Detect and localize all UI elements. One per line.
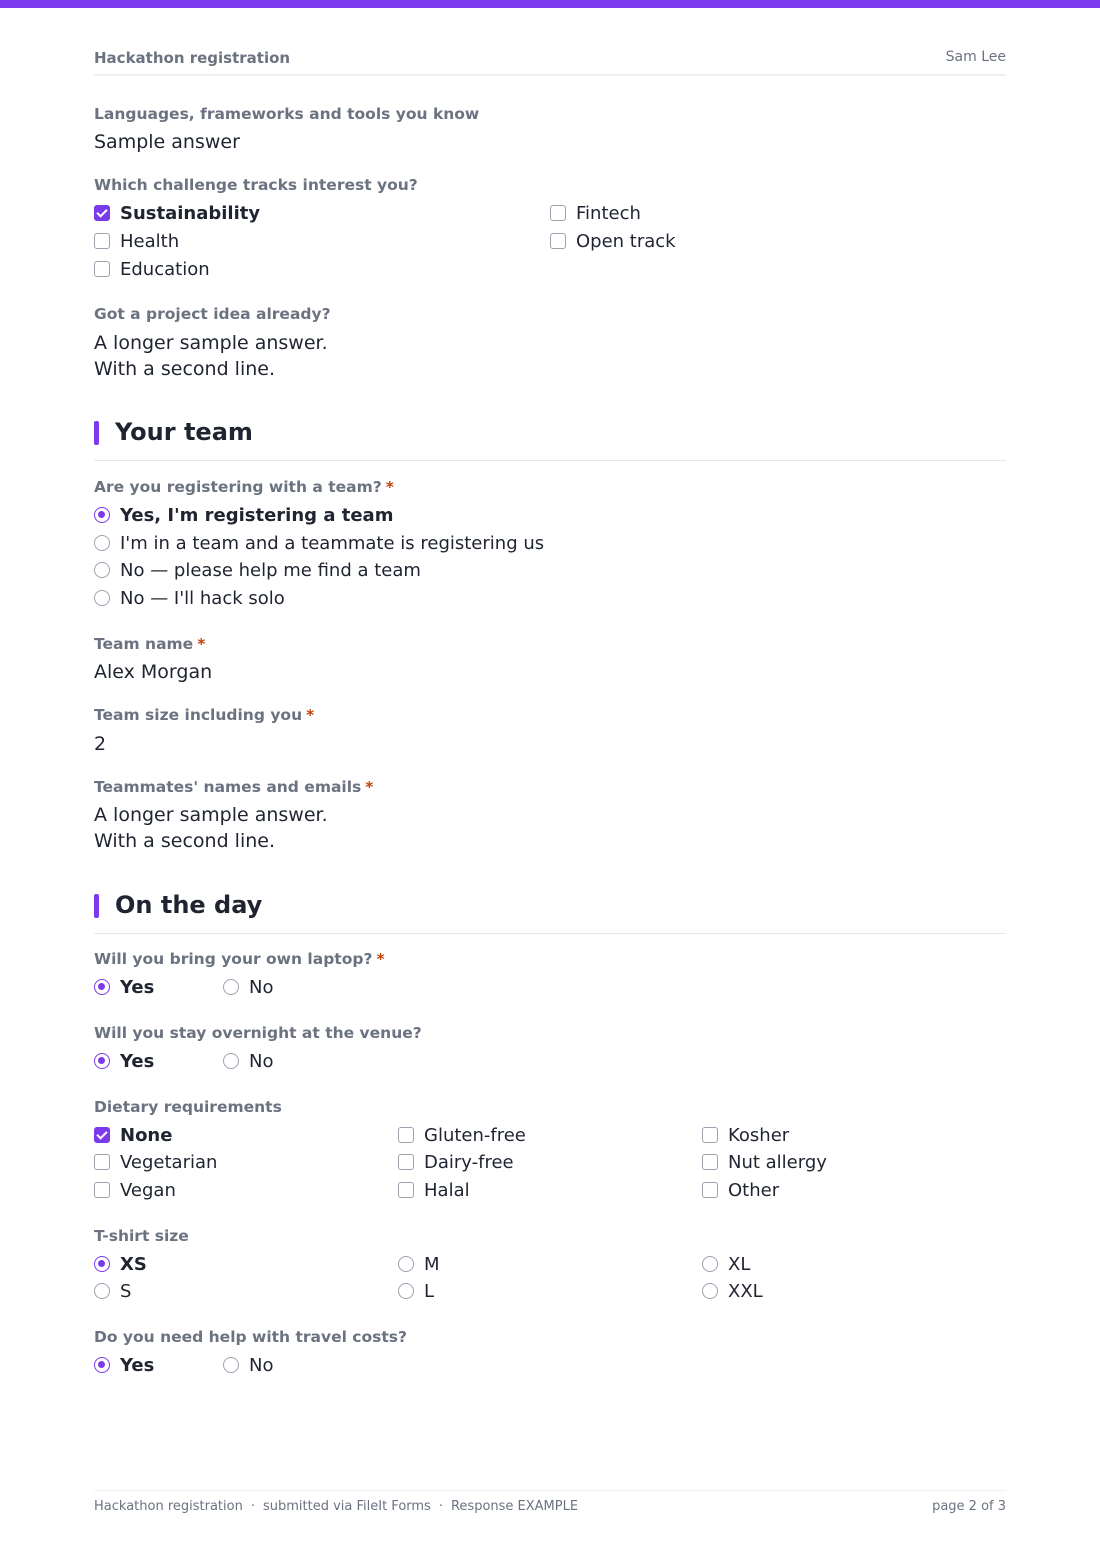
footer-info xyxy=(94,1499,578,1514)
option-tshirt-s[interactable] xyxy=(94,1279,131,1303)
option-diet-vegan[interactable] xyxy=(94,1178,176,1202)
option-diet-none[interactable] xyxy=(94,1123,172,1147)
option-label: No xyxy=(249,1354,274,1376)
checkbox-icon xyxy=(702,1127,718,1143)
checkbox-icon xyxy=(550,205,566,221)
answer-idea-line1: A longer sample answer. xyxy=(94,332,328,354)
answer-teammates-line2: With a second line. xyxy=(94,830,275,852)
option-tshirt-xl[interactable] xyxy=(702,1252,750,1276)
radio-icon xyxy=(94,562,110,578)
option-label: Gluten-free xyxy=(424,1124,526,1146)
footer-separator: · xyxy=(250,1499,255,1514)
radio-icon xyxy=(94,1283,110,1299)
option-label: XS xyxy=(120,1253,147,1275)
option-travel-no[interactable] xyxy=(223,1353,273,1377)
question-label-team-size xyxy=(94,706,314,724)
form-title: Hackathon registration xyxy=(94,49,291,67)
option-label: XXL xyxy=(728,1280,763,1302)
option-laptop-yes[interactable] xyxy=(94,975,154,999)
footer-response-id: Response EXAMPLE xyxy=(450,1499,579,1514)
option-label: Vegan xyxy=(120,1179,176,1201)
option-overnight-no[interactable] xyxy=(223,1049,273,1073)
option-sustainability[interactable] xyxy=(94,201,260,225)
option-diet-dairy-free[interactable] xyxy=(398,1150,514,1174)
label-text: Are you registering with a team? xyxy=(94,478,382,496)
section-your-team xyxy=(94,418,1006,461)
radio-icon xyxy=(398,1283,414,1299)
option-diet-halal[interactable] xyxy=(398,1178,470,1202)
footer-submitted: submitted via FileIt Forms xyxy=(262,1499,431,1514)
option-diet-vegetarian[interactable] xyxy=(94,1150,217,1174)
answer-idea-line2: With a second line. xyxy=(94,358,275,380)
option-label: L xyxy=(424,1280,435,1302)
required-mark: * xyxy=(385,478,394,496)
option-label: Dairy-free xyxy=(424,1151,514,1173)
checkbox-icon xyxy=(94,1154,110,1170)
option-registering-team[interactable] xyxy=(94,503,393,527)
option-find-team[interactable] xyxy=(94,558,421,582)
option-label: None xyxy=(120,1124,173,1146)
page-footer xyxy=(94,1490,1006,1520)
option-diet-kosher[interactable] xyxy=(702,1123,789,1147)
radio-icon xyxy=(94,979,110,995)
footer-separator: · xyxy=(438,1499,443,1514)
section-on-the-day xyxy=(94,891,1006,934)
answer-languages: Sample answer xyxy=(94,131,240,153)
option-label: Other xyxy=(728,1179,780,1201)
radio-icon xyxy=(223,1053,239,1069)
option-teammate-registering[interactable] xyxy=(94,531,544,555)
radio-icon xyxy=(398,1256,414,1272)
option-label: Vegetarian xyxy=(120,1151,218,1173)
option-open-track[interactable] xyxy=(550,229,676,253)
option-label: Health xyxy=(120,230,180,252)
option-label: Yes xyxy=(120,1354,155,1376)
option-diet-other[interactable] xyxy=(702,1178,779,1202)
option-label: I'm in a team and a teammate is registering us xyxy=(120,532,545,554)
option-tshirt-l[interactable] xyxy=(398,1279,434,1303)
section-title: On the day xyxy=(115,891,263,919)
answer-team-name: Alex Morgan xyxy=(94,661,213,683)
checkbox-icon xyxy=(94,205,110,221)
question-label-tshirt: T-shirt size xyxy=(94,1227,189,1245)
checkbox-icon xyxy=(94,261,110,277)
radio-icon xyxy=(223,979,239,995)
option-label: No — please help me find a team xyxy=(120,559,421,581)
option-education[interactable] xyxy=(94,257,210,281)
checkbox-icon xyxy=(94,233,110,249)
question-label-laptop xyxy=(94,950,385,968)
required-mark: * xyxy=(197,635,206,653)
radio-icon xyxy=(702,1283,718,1299)
question-label-team-name xyxy=(94,635,205,653)
option-fintech[interactable] xyxy=(550,201,641,225)
section-title: Your team xyxy=(115,418,253,446)
radio-icon xyxy=(94,1357,110,1373)
checkbox-icon xyxy=(702,1154,718,1170)
radio-icon xyxy=(94,535,110,551)
label-text: Teammates' names and emails xyxy=(94,778,362,796)
answer-team-size: 2 xyxy=(94,733,107,755)
checkbox-icon xyxy=(550,233,566,249)
radio-icon xyxy=(223,1357,239,1373)
checkbox-icon xyxy=(398,1127,414,1143)
option-label: Yes xyxy=(120,1050,155,1072)
checkbox-icon xyxy=(94,1182,110,1198)
user-name: Sam Lee xyxy=(945,49,1006,65)
option-diet-nut-allergy[interactable] xyxy=(702,1150,827,1174)
option-label: Fintech xyxy=(576,202,641,224)
option-label: Nut allergy xyxy=(728,1151,827,1173)
option-label: XL xyxy=(728,1253,751,1275)
checkbox-icon xyxy=(398,1154,414,1170)
option-health[interactable] xyxy=(94,229,179,253)
option-tshirt-xs[interactable] xyxy=(94,1252,147,1276)
question-label-dietary: Dietary requirements xyxy=(94,1098,282,1116)
option-label: No xyxy=(249,1050,274,1072)
option-label: No xyxy=(249,976,274,998)
label-text: Team name xyxy=(94,635,194,653)
question-label-languages: Languages, frameworks and tools you know xyxy=(94,105,480,123)
option-travel-yes[interactable] xyxy=(94,1353,154,1377)
option-hack-solo[interactable] xyxy=(94,586,285,610)
question-label-teammates xyxy=(94,778,373,796)
radio-icon xyxy=(94,507,110,523)
page-header xyxy=(94,48,1006,76)
question-label-registering xyxy=(94,478,394,496)
option-label: S xyxy=(120,1280,132,1302)
option-label: No — I'll hack solo xyxy=(120,587,285,609)
page-number: page 2 of 3 xyxy=(932,1499,1006,1514)
label-text: Will you bring your own laptop? xyxy=(94,950,373,968)
option-tshirt-xxl[interactable] xyxy=(702,1279,763,1303)
question-label-overnight: Will you stay overnight at the venue? xyxy=(94,1024,422,1042)
required-mark: * xyxy=(365,778,374,796)
question-label-tracks: Which challenge tracks interest you? xyxy=(94,176,418,194)
option-label: Yes, I'm registering a team xyxy=(120,504,394,526)
footer-form-title: Hackathon registration xyxy=(94,1499,243,1514)
checkbox-icon xyxy=(702,1182,718,1198)
option-label: Sustainability xyxy=(120,202,261,224)
section-accent-bar xyxy=(94,421,99,445)
radio-icon xyxy=(702,1256,718,1272)
option-tshirt-m[interactable] xyxy=(398,1252,440,1276)
label-text: Team size including you xyxy=(94,706,303,724)
checkbox-icon xyxy=(398,1182,414,1198)
option-label: M xyxy=(424,1253,440,1275)
option-label: Halal xyxy=(424,1179,470,1201)
option-label: Open track xyxy=(576,230,676,252)
radio-icon xyxy=(94,1256,110,1272)
accent-top-bar xyxy=(0,0,1100,8)
answer-teammates-line1: A longer sample answer. xyxy=(94,804,328,826)
section-accent-bar xyxy=(94,894,99,918)
option-label: Kosher xyxy=(728,1124,790,1146)
radio-icon xyxy=(94,590,110,606)
question-label-travel: Do you need help with travel costs? xyxy=(94,1328,407,1346)
required-mark: * xyxy=(376,950,385,968)
option-label: Yes xyxy=(120,976,155,998)
radio-icon xyxy=(94,1053,110,1069)
option-diet-gluten-free[interactable] xyxy=(398,1123,526,1147)
checkbox-icon xyxy=(94,1127,110,1143)
question-label-idea: Got a project idea already? xyxy=(94,305,331,323)
option-laptop-no[interactable] xyxy=(223,975,273,999)
option-overnight-yes[interactable] xyxy=(94,1049,154,1073)
option-label: Education xyxy=(120,258,210,280)
required-mark: * xyxy=(306,706,315,724)
